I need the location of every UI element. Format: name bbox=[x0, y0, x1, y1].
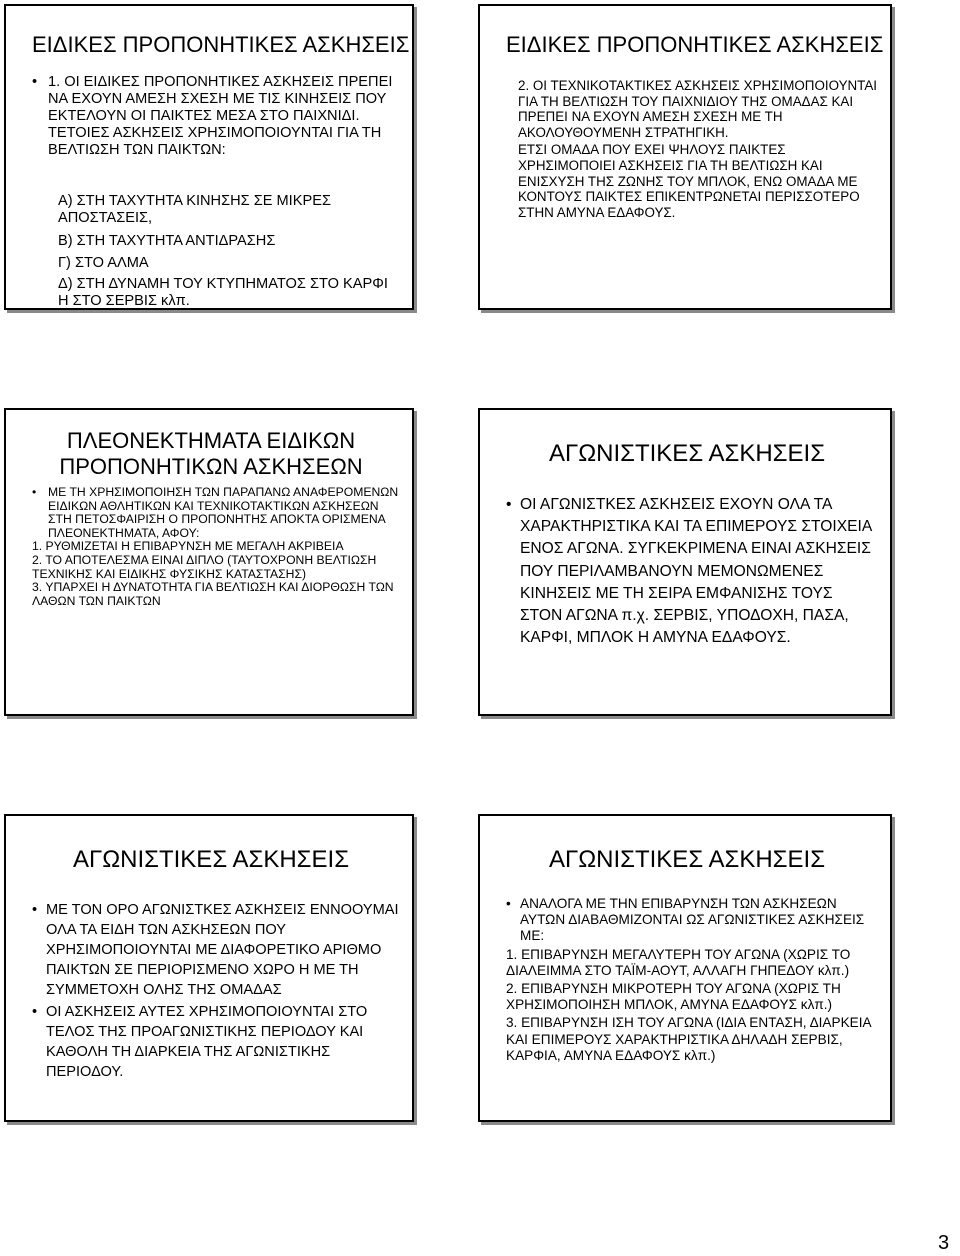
bullet-list bbox=[506, 494, 876, 649]
slide-body bbox=[506, 896, 876, 1064]
slide-body bbox=[32, 486, 402, 608]
bullet-icon: • bbox=[32, 74, 38, 90]
bullet-list bbox=[32, 900, 402, 1084]
sub-item: Α) ΣΤΗ ΤΑΧΥΤΗΤΑ ΚΙΝΗΣΗΣ ΣΕ ΜΙΚΡΕΣ ΑΠΟΣΤΑΣΕΙΣ, bbox=[58, 193, 331, 226]
sub-item: Β) ΣΤΗ ΤΑΧΥΤΗΤΑ ΑΝΤΙΔΡΑΣΗΣ bbox=[58, 233, 276, 249]
slide-title: ΑΓΩΝΙΣΤΙΚΕΣ ΑΣΚΗΣΕΙΣ bbox=[548, 440, 826, 467]
slide-body bbox=[518, 78, 878, 220]
bullet-list bbox=[32, 74, 402, 159]
slide-title: ΕΙΔΙΚΕΣ ΠΡΟΠΟΝΗΤΙΚΕΣ ΑΣΚΗΣΕΙΣ bbox=[506, 32, 884, 57]
numbered-item: 2. ΕΠΙΒΑΡΥΝΣΗ ΜΙΚΡΟΤΕΡΗ ΤΟΥ ΑΓΩΝΑ (ΧΩΡΙΣ ΤΗ ΧΡΗΣΙΜΟΠΟΙΗΣΗ ΜΠΛΟΚ, ΑΜΥΝΑ ΕΔΑΦΟΥΣ κλπ.) bbox=[506, 981, 841, 1013]
numbered-item: 1. ΡΥΘΜΙΖΕΤΑΙ Η ΕΠΙΒΑΡΥΝΣΗ ΜΕ ΜΕΓΑΛΗ ΑΚΡΙΒΕΙΑ bbox=[32, 539, 344, 554]
slide-6 bbox=[478, 814, 892, 1122]
sub-item: Γ) ΣΤΟ ΑΛΜΑ bbox=[58, 255, 149, 271]
bullet-text: 1. ΟΙ ΕΙΔΙΚΕΣ ΠΡΟΠΟΝΗΤΙΚΕΣ ΑΣΚΗΣΕΙΣ ΠΡΕΠΕΙ ΝΑ ΕΧΟΥΝ ΑΜΕΣΗ ΣΧΕΣΗ ΜΕ ΤΙΣ ΚΙΝΗΣΕΙΣ ΠΟΥ ΕΚΤΕΛΟΥΝ ΟΙ ΠΑΙΚΤΕΣ ΜΕΣΑ ΣΤΟ ΠΑΙΧΝΙΔΙ. ΤΕΤΟΙΕΣ ΑΣΚΗΣΕΙΣ ΧΡΗΣΙΜΟΠΟΙΟΥΝΤΑΙ ΓΙΑ ΤΗ ΒΕΛΤΙΩΣΗ ΤΩΝ ΠΑΙΚΤΩΝ: bbox=[48, 74, 393, 158]
slide-4 bbox=[478, 408, 892, 716]
bullet-list bbox=[32, 486, 402, 540]
bullet-item bbox=[32, 900, 402, 1000]
bullet-icon: • bbox=[32, 1004, 38, 1020]
numbered-item: 3. ΕΠΙΒΑΡΥΝΣΗ ΙΣΗ ΤΟΥ ΑΓΩΝΑ (ΙΔΙΑ ΕΝΤΑΣΗ, ΔΙΑΡΚΕΙΑ ΚΑΙ ΕΠΙΜΕΡΟΥΣ ΧΑΡΑΚΤΗΡΙΣΤΙΚΑ ΔΗΛΑΔΗ ΣΕΡΒΙΣ, ΚΑΡΦΙΑ, ΑΜΥΝΑ ΕΔΑΦΟΥΣ κλπ.) bbox=[506, 1015, 871, 1063]
page-number: 3 bbox=[938, 1232, 950, 1254]
bullet-text: ΜΕ ΤΗ ΧΡΗΣΙΜΟΠΟΙΗΣΗ ΤΩΝ ΠΑΡΑΠΑΝΩ ΑΝΑΦΕΡΟΜΕΝΩΝ ΕΙΔΙΚΩΝ ΑΘΛΗΤΙΚΩΝ ΚΑΙ ΤΕΧΝΙΚΟΤΑΚΤΙΚΩΝ ΑΣΚΗΣΕΩΝ ΣΤΗ ΠΕΤΟΣΦΑΙΡΙΣΗ Ο ΠΡΟΠΟΝΗΤΗΣ ΑΠΟΚΤΑ ΟΡΙΣΜΕΝΑ ΠΛΕΟΝΕΚΤΗΜΑΤΑ, ΑΦΟΥ: bbox=[48, 485, 399, 540]
bullet-item bbox=[506, 494, 876, 649]
bullet-icon: • bbox=[32, 902, 38, 918]
numbered-item: 2. ΤΟ ΑΠΟΤΕΛΕΣΜΑ ΕΙΝΑΙ ΔΙΠΛΟ (ΤΑΥΤΟΧΡΟΝΗ ΒΕΛΤΙΩΣΗ ΤΕΧΝΙΚΗΣ ΚΑΙ ΕΙΔΙΚΗΣ ΦΥΣΙΚΗΣ ΚΑΤΑΣΤΑΣΗΣ) bbox=[32, 552, 377, 581]
bullet-text: ΟΙ ΑΓΩΝΙΣΤΚΕΣ ΑΣΚΗΣΕΙΣ ΕΧΟΥΝ ΟΛΑ ΤΑ ΧΑΡΑΚΤΗΡΙΣΤΙΚΑ ΚΑΙ ΤΑ ΕΠΙΜΕΡΟΥΣ ΣΤΟΙΧΕΙΑ ΕΝΟΣ ΑΓΩΝΑ. ΣΥΓΚΕΚΡΙΜΕΝΑ ΕΙΝΑΙ ΑΣΚΗΣΕΙΣ ΠΟΥ ΠΕΡΙΛΑΜΒΑΝΟΥΝ ΜΕΜΟΝΩΜΕΝΕΣ ΚΙΝΗΣΕΙΣ ΜΕ ΤΗ ΣΕΙΡΑ ΕΜΦΑΝΙΣΗΣ ΤΟΥΣ ΣΤΟΝ ΑΓΩΝΑ π.χ. ΣΕΡΒΙΣ, ΥΠΟΔΟΧΗ, ΠΑΣΑ, ΚΑΡΦΙ, ΜΠΛΟΚ Η ΑΜΥΝΑ ΕΔΑΦΟΥΣ. bbox=[520, 496, 872, 647]
slide-1 bbox=[4, 4, 414, 310]
sub-item: Δ) ΣΤΗ ΔΥΝΑΜΗ ΤΟΥ ΚΤΥΠΗΜΑΤΟΣ ΣΤΟ ΚΑΡΦΙ Η ΣΤΟ ΣΕΡΒΙΣ κλπ. bbox=[58, 276, 388, 309]
slide-title: ΑΓΩΝΙΣΤΙΚΕΣ ΑΣΚΗΣΕΙΣ bbox=[548, 846, 826, 873]
bullet-icon: • bbox=[32, 485, 37, 499]
bullet-icon: • bbox=[506, 496, 512, 513]
bullet-list bbox=[506, 896, 876, 945]
bullet-item bbox=[506, 896, 876, 945]
bullet-item bbox=[32, 1002, 402, 1082]
slide-2 bbox=[478, 4, 892, 310]
slide-3 bbox=[4, 408, 414, 716]
bullet-text: ΜΕ ΤΟΝ ΟΡΟ ΑΓΩΝΙΣΤΚΕΣ ΑΣΚΗΣΕΙΣ ΕΝΝΟΟΥΜΑΙ ΟΛΑ ΤΑ ΕΙΔΗ ΤΩΝ ΑΣΚΗΣΕΩΝ ΠΟΥ ΧΡΗΣΙΜΟΠΟΙΟΥΝΤΑΙ ΜΕ ΔΙΑΦΟΡΕΤΙΚΟ ΑΡΙΘΜΟ ΠΑΙΚΤΩΝ ΣΕ ΠΕΡΙΟΡΙΣΜΕΝΟ ΧΩΡΟ Η ΜΕ ΤΗ ΣΥΜΜΕΤΟΧΗ ΟΛΗΣ ΤΗΣ ΟΜΑΔΑΣ bbox=[46, 902, 399, 998]
paragraph: 2. ΟΙ ΤΕΧΝΙΚΟΤΑΚΤΙΚΕΣ ΑΣΚΗΣΕΙΣ ΧΡΗΣΙΜΟΠΟΙΟΥΝΤΑΙ ΓΙΑ ΤΗ ΒΕΛΤΙΩΣΗ ΤΟΥ ΠΑΙΧΝΙΔΙΟΥ ΤΗΣ ΟΜΑΔΑΣ ΚΑΙ ΠΡΕΠΕΙ ΝΑ ΕΧΟΥΝ ΑΜΕΣΗ ΣΧΕΣΗ ΜΕ ΤΗ ΑΚΟΛΟΥΘΟΥΜΕΝΗ ΣΤΡΑΤΗΓΙΚΗ. bbox=[518, 78, 878, 140]
slide-title: ΑΓΩΝΙΣΤΙΚΕΣ ΑΣΚΗΣΕΙΣ bbox=[72, 846, 350, 873]
slide-title: ΕΙΔΙΚΕΣ ΠΡΟΠΟΝΗΤΙΚΕΣ ΑΣΚΗΣΕΙΣ bbox=[32, 32, 410, 57]
bullet-text: ΟΙ ΑΣΚΗΣΕΙΣ ΑΥΤΕΣ ΧΡΗΣΙΜΟΠΟΙΟΥΝΤΑΙ ΣΤΟ ΤΕΛΟΣ ΤΗΣ ΠΡΟΑΓΩΝΙΣΤΙΚΗΣ ΠΕΡΙΟΔΟΥ ΚΑΙ ΚΑΘΟΛΗ ΤΗ ΔΙΑΡΚΕΙΑ ΤΗΣ ΑΓΩΝΙΣΤΙΚΗΣ ΠΕΡΙΟΔΟΥ. bbox=[46, 1004, 368, 1080]
bullet-text: ΑΝΑΛΟΓΑ ΜΕ ΤΗΝ ΕΠΙΒΑΡΥΝΣΗ ΤΩΝ ΑΣΚΗΣΕΩΝ ΑΥΤΩΝ ΔΙΑΒΑΘΜΙΖΟΝΤΑΙ ΩΣ ΑΓΩΝΙΣΤΙΚΕΣ ΑΣΚΗΣΕΙΣ ΜΕ: bbox=[520, 896, 865, 944]
numbered-item: 1. ΕΠΙΒΑΡΥΝΣΗ ΜΕΓΑΛΥΤΕΡΗ ΤΟΥ ΑΓΩΝΑ (ΧΩΡΙΣ ΤΟ ΔΙΑΛΕΙΜΜΑ ΣΤΟ ΤΑΪΜ-ΑΟΥΤ, ΑΛΛΑΓΗ ΓΗΠΕΔΟΥ κλπ.) bbox=[506, 946, 851, 978]
slide-title: ΠΛΕΟΝΕΚΤΗΜΑΤΑ ΕΙΔΙΚΩΝ ΠΡΟΠΟΝΗΤΙΚΩΝ ΑΣΚΗΣΕΩΝ bbox=[59, 428, 363, 479]
bullet-icon: • bbox=[506, 896, 511, 911]
numbered-item: 3. ΥΠΑΡΧΕΙ Η ΔΥΝΑΤΟΤΗΤΑ ΓΙΑ ΒΕΛΤΙΩΣΗ ΚΑΙ ΔΙΟΡΘΩΣΗ ΤΩΝ ΛΑΘΩΝ ΤΩΝ ΠΑΙΚΤΩΝ bbox=[32, 580, 394, 608]
paragraph: ΕΤΣΙ ΟΜΑΔΑ ΠΟΥ ΕΧΕΙ ΨΗΛΟΥΣ ΠΑΙΚΤΕΣ ΧΡΗΣΙΜΟΠΟΙΕΙ ΑΣΚΗΣΕΙΣ ΓΙΑ ΤΗ ΒΕΛΤΙΩΣΗ ΚΑΙ ΕΝΙΣΧΥΣΗ ΤΗΣ ΖΩΝΗΣ ΤΟΥ ΜΠΛΟΚ, ΕΝΩ ΟΜΑΔΑ ΜΕ ΚΟΝΤΟΥΣ ΠΑΙΚΤΕΣ ΕΠΙΚΕΝΤΡΩΝΕΤΑΙ ΠΕΡΙΣΣΟΤΕΡΟ ΣΤΗΝ ΑΜΥΝΑ ΕΔΑΦΟΥΣ. bbox=[518, 142, 860, 220]
bullet-item bbox=[32, 486, 402, 540]
slide-5 bbox=[4, 814, 414, 1122]
bullet-item bbox=[32, 74, 402, 159]
